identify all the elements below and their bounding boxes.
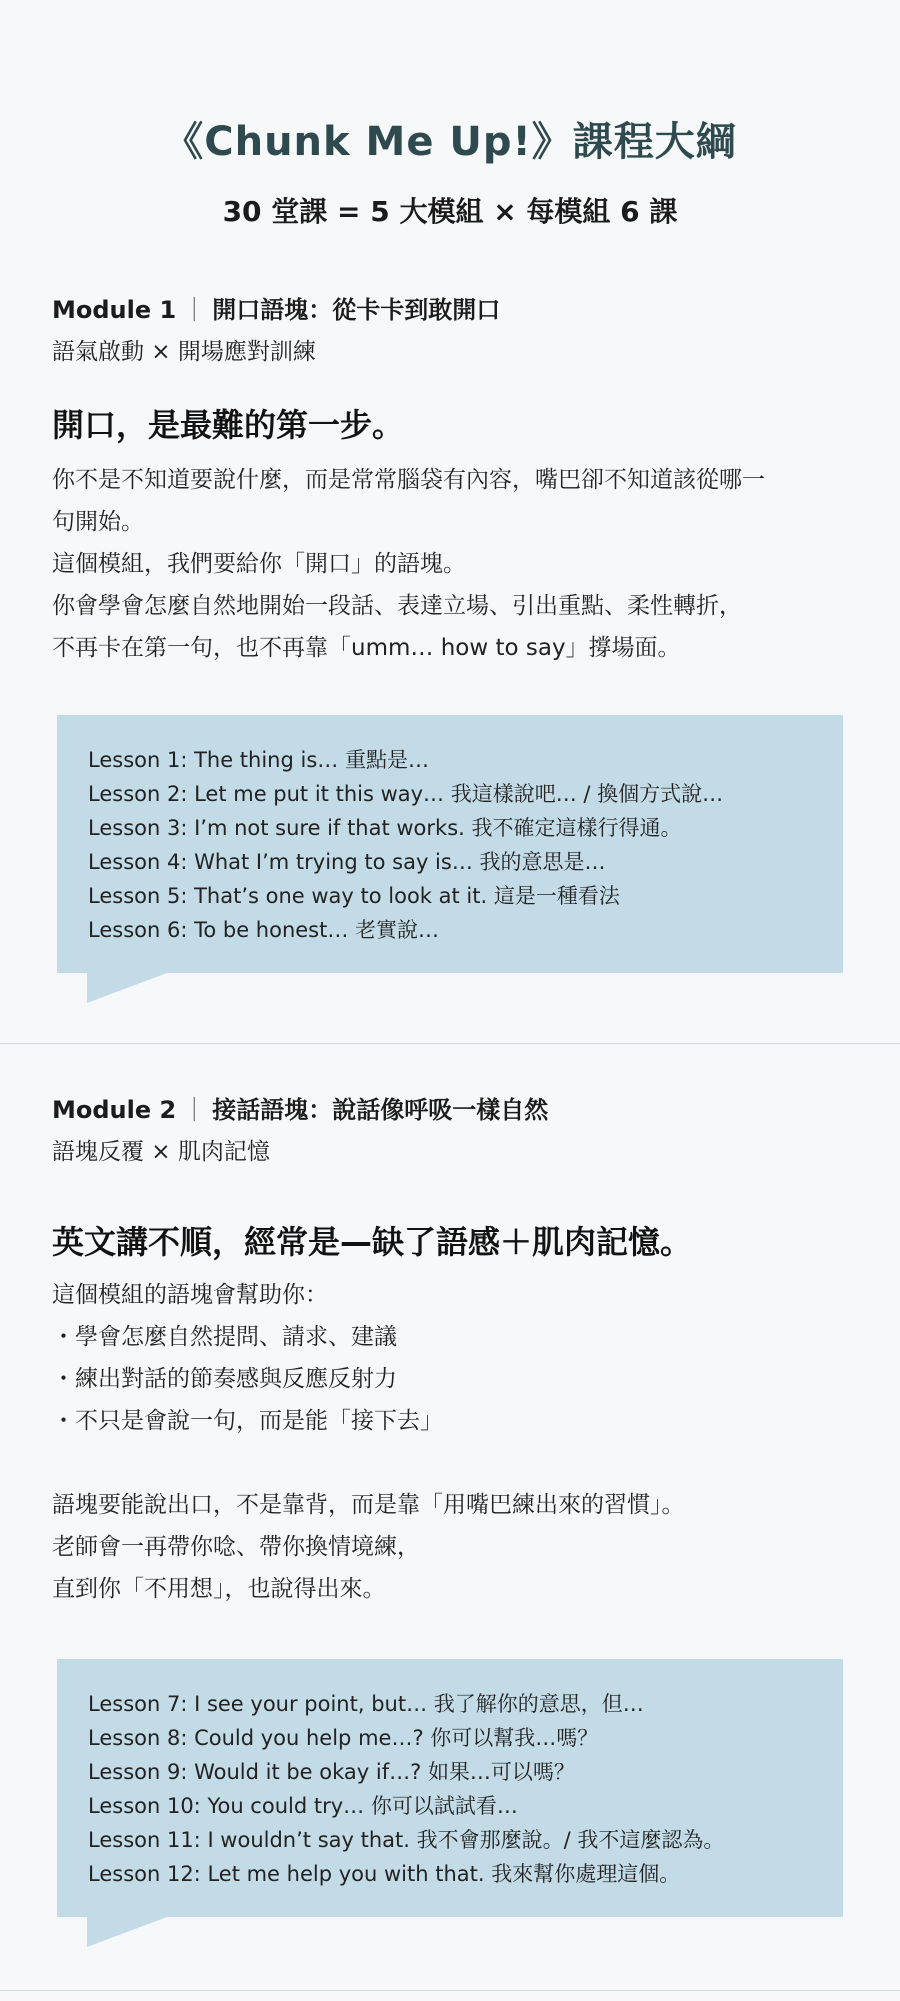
lesson-item: Lesson 4: What I’m trying to say is… 我的意思是… — [88, 850, 606, 874]
lesson-item: Lesson 12: Let me help you with that. 我來幫你處理這個。 — [88, 1862, 681, 1886]
body-line: 老師會一再帶你唸、帶你換情境練， — [52, 1534, 420, 1560]
lesson-item: Lesson 2: Let me put it this way… 我這樣說吧… / 換個方式說… — [88, 782, 724, 806]
module-1-headline: 開口，是最難的第一步。 — [52, 406, 405, 444]
module-1-lesson-list — [88, 743, 723, 947]
module-1-subheading: 語氣啟動 × 開場應對訓練 — [52, 339, 316, 365]
page-subtitle: 30 堂課 = 5 大模組 × 每模組 6 課 — [222, 195, 678, 228]
module-1-name: 開口語塊：從卡卡到敢開口 — [212, 296, 501, 324]
body-line: ・學會怎麼自然提問、請求、建議 — [52, 1324, 397, 1350]
lesson-item: Lesson 6: To be honest… 老實說… — [88, 918, 440, 942]
section-divider — [0, 1043, 900, 1044]
body-line — [52, 1442, 852, 1484]
module-1-separator: ｜ — [182, 296, 207, 324]
body-line: 這個模組，我們要給你「開口」的語塊。 — [52, 551, 466, 577]
page-title: 《Chunk Me Up!》課程大綱 — [163, 119, 737, 165]
module-2-separator: ｜ — [182, 1096, 207, 1124]
lesson-item: Lesson 7: I see your point, but… 我了解你的意思，但… — [88, 1692, 644, 1716]
body-line: 你會學會怎麼自然地開始一段話、表達立場、引出重點、柔性轉折， — [52, 593, 742, 619]
module-2-headline: 英文講不順，經常是—缺了語感＋肌肉記憶。 — [52, 1223, 693, 1261]
lesson-item: Lesson 9: Would it be okay if…? 如果…可以嗎？ — [88, 1760, 575, 1784]
module-1-lesson-box — [57, 715, 843, 973]
speech-bubble-tail-icon — [87, 1917, 167, 1947]
lesson-item: Lesson 5: That’s one way to look at it. 這是一種看法 — [88, 884, 620, 908]
module-2-label: Module 2 — [52, 1096, 177, 1124]
section-divider — [0, 1990, 900, 1991]
module-2-lesson-list — [88, 1687, 724, 1891]
module-2-subheading: 語塊反覆 × 肌肉記憶 — [52, 1139, 270, 1165]
body-line: 語塊要能說出口，不是靠背，而是靠「用嘴巴練出來的習慣」。 — [52, 1492, 685, 1518]
lesson-item: Lesson 11: I wouldn’t say that. 我不會那麼說。/ 我不這麼認為。 — [88, 1828, 725, 1852]
body-line: ・練出對話的節奏感與反應反射力 — [52, 1366, 397, 1392]
module-2-body — [52, 1274, 852, 1610]
module-2-name: 接話語塊：說話像呼吸一樣自然 — [212, 1096, 549, 1124]
body-line: 直到你「不用想」，也說得出來。 — [52, 1576, 386, 1602]
speech-bubble-tail-icon — [87, 973, 167, 1003]
body-line: 句開始。 — [52, 509, 144, 535]
lesson-item: Lesson 10: You could try… 你可以試試看… — [88, 1794, 518, 1818]
body-line: ・不只是會說一句，而是能「接下去」 — [52, 1408, 443, 1434]
module-1-body — [52, 459, 852, 669]
module-2-lesson-box — [57, 1659, 843, 1917]
lesson-item: Lesson 1: The thing is… 重點是… — [88, 748, 429, 772]
module-1-heading — [52, 290, 500, 325]
body-line: 這個模組的語塊會幫助你： — [52, 1282, 328, 1308]
lesson-item: Lesson 8: Could you help me…? 你可以幫我…嗎？ — [88, 1726, 599, 1750]
module-2-heading — [52, 1090, 548, 1125]
body-line: 你不是不知道要說什麼，而是常常腦袋有內容，嘴巴卻不知道該從哪一 — [52, 467, 765, 493]
body-line: 不再卡在第一句，也不再靠「umm… how to say」撐場面。 — [52, 635, 681, 661]
module-1-label: Module 1 — [52, 296, 177, 324]
lesson-item: Lesson 3: I’m not sure if that works. 我不確定這樣行得通。 — [88, 816, 682, 840]
